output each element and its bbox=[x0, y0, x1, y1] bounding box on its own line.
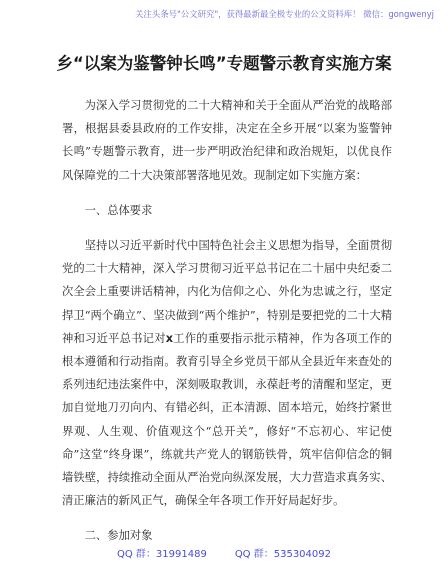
section1-text-a: 坚持以习近平新时代中国特色社会主义思想为指导，全面贯彻党的二十大精神，深入学习贯彻习近平总书记在二十届中央纪委二次全会上重要讲话精神，内化为信仰之心、外化为忠诚之行，坚定捍卫“两个确立”、坚决做到“两个维护”，特别是要把党的二十大精神和习近平总书记对 bbox=[62, 239, 392, 345]
section-heading-overall-requirements: 一、总体要求 bbox=[84, 203, 153, 217]
header-banner: 关注头条号"公文研究"，获得最新最全极专业的公文资料库！ 微信：gongwenyj bbox=[135, 9, 434, 19]
section1-text-b: 工作的重要指示批示精神，作为各项工作的根本遵循和行动指南。教育引导全乡党员干部从全县近年来查处的系列违纪违法案件中，深刻吸取教训，永葆赶考的清醒和坚定，更加自觉地刀刃向内、有错必纠，正本清源、固本培元，始终拧紧世界观、人生观、价值观这个“总开关”，修好“不忘初心、牢记使命”这堂“终身课”，练就共产党人的钢筋铁骨，筑牢信仰信念的铜墙铁壁，持续推动全面从严治党向纵深发展，大力营造求真务实、清正廉洁的新风正气，确保全年各项工作开好局起好步。 bbox=[62, 331, 392, 508]
section1-text-x: x bbox=[165, 331, 174, 345]
section1-paragraph bbox=[62, 234, 392, 512]
intro-paragraph: 为深入学习贯彻党的二十大精神和关于全面从严治党的战略部署，根据县委县政府的工作安排，决定在全乡开展“以案为鉴警钟长鸣”专题警示教育，进一步严明政治纪律和政治规矩，以优良作风保障党的二十大决策部署落地见效。现制定如下实施方案： bbox=[62, 99, 392, 182]
footer-qq-group-1: QQ 群：31991489 bbox=[116, 549, 207, 560]
footer-contacts bbox=[0, 545, 448, 560]
footer-qq-group-2: QQ 群：535304092 bbox=[234, 549, 331, 560]
section-heading-participants: 二、参加对象 bbox=[84, 529, 153, 543]
document-title: 乡“以案为鉴警钟长鸣”专题警示教育实施方案 bbox=[56, 54, 392, 73]
document-body bbox=[62, 94, 392, 548]
